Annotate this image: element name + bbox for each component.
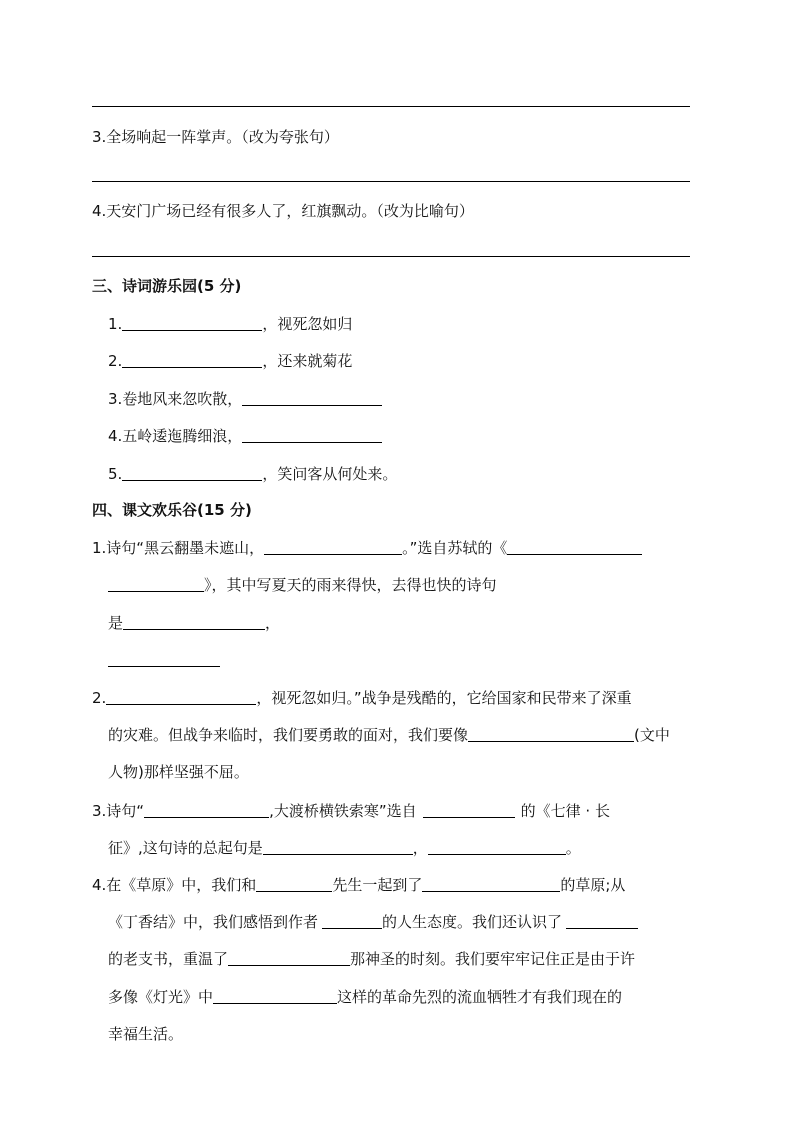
sec4-q1-line4 — [108, 650, 220, 670]
answer-line-3[interactable] — [92, 181, 690, 182]
sec3-q3: 3.卷地风来忽吹散， — [108, 389, 382, 409]
sec3-q1: 1. ，视死忽如归 — [108, 315, 353, 333]
blank[interactable] — [106, 689, 256, 705]
blank[interactable] — [144, 802, 269, 818]
blank[interactable] — [566, 913, 638, 929]
sec4-q1-line1: 1.诗句“黑云翻墨未遮山， 。”选自苏轼的《 — [92, 538, 642, 558]
blank[interactable] — [123, 614, 265, 630]
blank[interactable] — [428, 839, 566, 855]
sec4-q2-line3: 人物)那样坚强不屈。 — [108, 763, 249, 781]
sec4-q1-line2: 》，其中写夏天的雨来得快，去得也快的诗句 — [108, 575, 497, 595]
blank[interactable] — [322, 913, 382, 929]
blank[interactable] — [108, 651, 220, 667]
blank[interactable] — [468, 726, 634, 742]
sec2-item3: 3.全场响起一阵掌声。（改为夸张句） — [92, 128, 339, 146]
blank[interactable] — [264, 539, 402, 555]
blank[interactable] — [422, 876, 560, 892]
sec4-q2-line1: 2. ，视死忽如归。”战争是残酷的，它给国家和民带来了深重 — [92, 689, 632, 707]
sec4-q2-line2: 的灾难。但战争来临时，我们要勇敢的面对，我们要像 (文中 — [108, 726, 670, 744]
blank[interactable] — [242, 390, 382, 406]
sec4-q4-line4: 多像《灯光》中 这样的革命先烈的流血牺牲才有我们现在的 — [108, 988, 623, 1006]
blank[interactable] — [122, 465, 262, 481]
sec3-q5: 5. ，笑问客从何处来。 — [108, 465, 398, 483]
blank[interactable] — [263, 839, 413, 855]
blank[interactable] — [507, 539, 642, 555]
sec4-q4-line2: 《丁香结》中，我们感悟到作者 的人生态度。我们还认识了 — [108, 912, 638, 932]
sec4-q3-line1: 3.诗句“ ,大渡桥横铁索寒”选自 的《七律 · 长 — [92, 802, 610, 820]
blank[interactable] — [242, 427, 382, 443]
sec4-heading: 四、课文欢乐谷(15 分) — [92, 501, 252, 519]
blank[interactable] — [228, 950, 350, 966]
blank[interactable] — [122, 352, 262, 368]
answer-line-2[interactable] — [92, 106, 690, 107]
answer-line-4[interactable] — [92, 256, 690, 257]
sec4-q4-line5: 幸福生活。 — [108, 1025, 184, 1043]
sec2-item4: 4.天安门广场已经有很多人了，红旗飘动。（改为比喻句） — [92, 202, 474, 220]
blank[interactable] — [122, 315, 262, 331]
blank[interactable] — [213, 988, 337, 1004]
blank[interactable] — [423, 802, 515, 818]
sec4-q1-line3: 是 ， — [108, 614, 281, 632]
blank[interactable] — [108, 576, 204, 592]
sec3-q4: 4.五岭逶迤腾细浪， — [108, 426, 382, 446]
blank[interactable] — [256, 876, 332, 892]
sec3-heading: 三、诗词游乐园(5 分) — [92, 277, 242, 295]
sec4-q4-line3: 的老支书，重温了 那神圣的时刻。我们要牢牢记住正是由于许 — [108, 950, 636, 968]
sec4-q3-line2: 征》,这句诗的总起句是 ， 。 — [108, 839, 581, 857]
sec4-q4-line1: 4.在《草原》中，我们和 先生一起到了 的草原;从 — [92, 876, 626, 894]
sec3-q2: 2. ，还来就菊花 — [108, 352, 353, 370]
